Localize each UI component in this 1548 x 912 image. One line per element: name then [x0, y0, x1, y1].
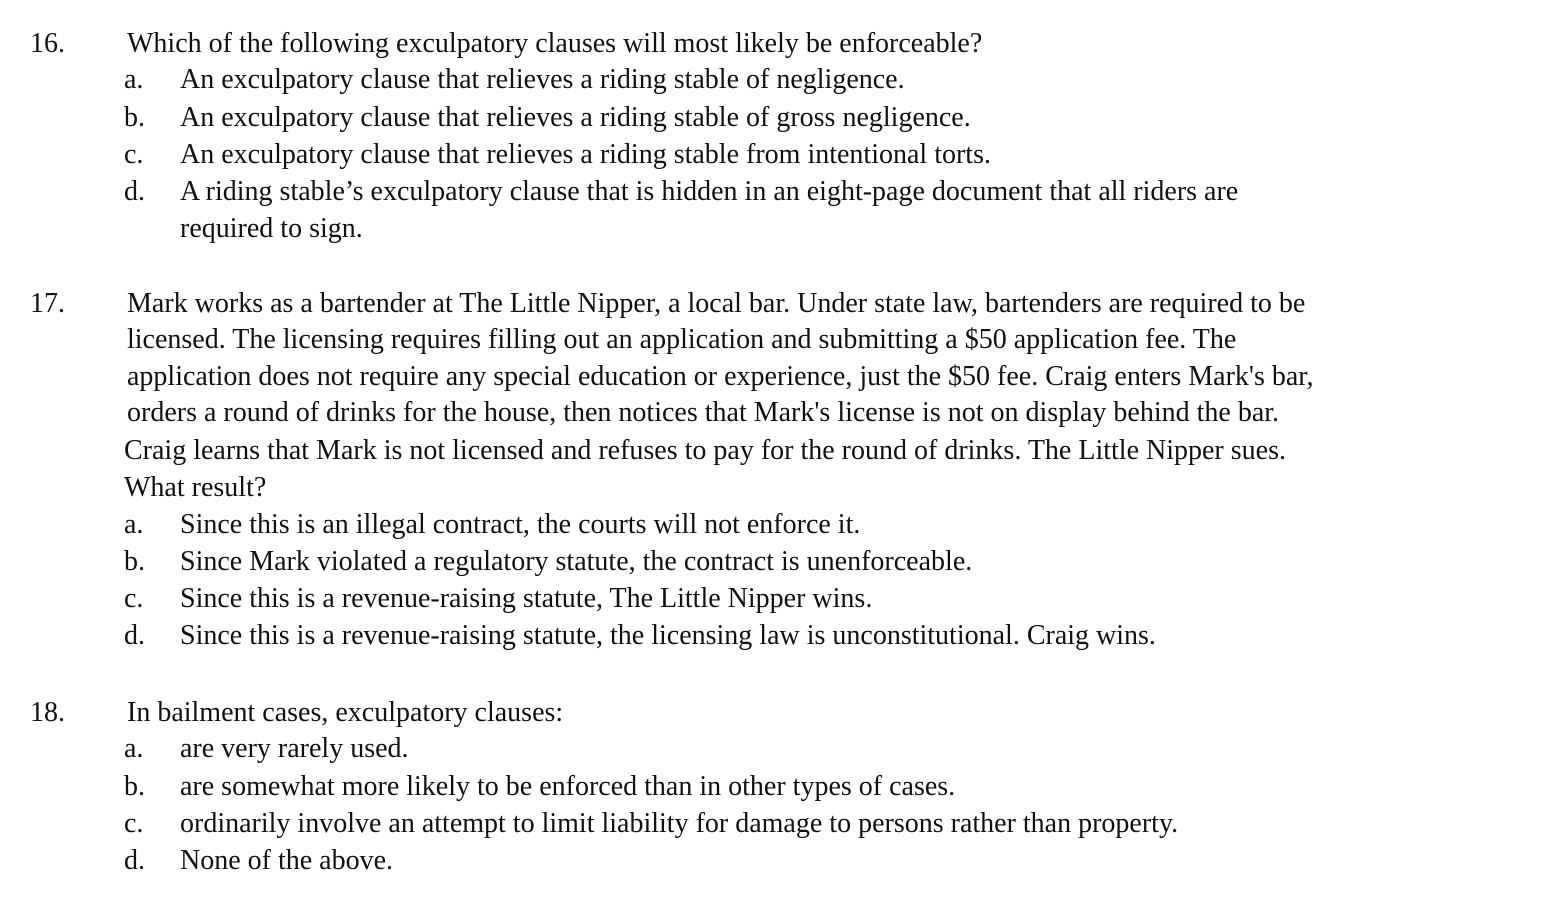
- option-text: Since this is a revenue-raising statute, The Little Nipper wins.: [180, 583, 873, 614]
- option-letter: d.: [124, 620, 145, 651]
- option-letter: a.: [124, 64, 144, 95]
- option-text: Since Mark violated a regulatory statute, the contract is unenforceable.: [180, 546, 973, 577]
- option-text: are somewhat more likely to be enforced than in other types of cases.: [180, 771, 956, 802]
- option-letter: b.: [124, 771, 145, 802]
- option-text: Since this is an illegal contract, the courts will not enforce it.: [180, 509, 861, 540]
- option-letter: b.: [124, 546, 145, 577]
- option-text: An exculpatory clause that relieves a riding stable of negligence.: [180, 64, 905, 95]
- option-text: An exculpatory clause that relieves a riding stable from intentional torts.: [180, 139, 991, 170]
- question-stem-line: Craig learns that Mark is not licensed and refuses to pay for the round of drinks. The Little Nipper sues.: [124, 435, 1286, 466]
- option-letter: c.: [124, 139, 144, 170]
- option-letter: c.: [124, 583, 144, 614]
- option-letter: a.: [124, 509, 144, 540]
- option-text: are very rarely used.: [180, 733, 409, 764]
- option-text-continued: required to sign.: [180, 213, 363, 244]
- question-number: 17.: [30, 288, 65, 319]
- question-stem-line: Mark works as a bartender at The Little Nipper, a local bar. Under state law, bartenders are required to be: [127, 288, 1306, 319]
- question-number: 16.: [30, 28, 65, 59]
- option-letter: b.: [124, 102, 145, 133]
- option-text: A riding stable’s exculpatory clause that is hidden in an eight-page document that all riders are: [180, 176, 1239, 207]
- option-text: None of the above.: [180, 845, 394, 876]
- question-stem-line: Which of the following exculpatory clauses will most likely be enforceable?: [127, 28, 983, 59]
- option-text: An exculpatory clause that relieves a riding stable of gross negligence.: [180, 102, 971, 133]
- question-stem-line: application does not require any special education or experience, just the $50 fee. Craig enters Mark's bar,: [127, 361, 1314, 392]
- option-letter: d.: [124, 176, 145, 207]
- option-text: Since this is a revenue-raising statute, the licensing law is unconstitutional. Craig wins.: [180, 620, 1156, 651]
- option-letter: c.: [124, 808, 144, 839]
- question-stem-line: orders a round of drinks for the house, then notices that Mark's license is not on display behind the bar.: [127, 397, 1280, 428]
- option-text: ordinarily involve an attempt to limit liability for damage to persons rather than property.: [180, 808, 1179, 839]
- question-stem-line: licensed. The licensing requires filling out an application and submitting a $50 application fee. The: [127, 324, 1237, 355]
- option-letter: a.: [124, 733, 144, 764]
- question-stem-line: In bailment cases, exculpatory clauses:: [127, 697, 564, 728]
- option-letter: d.: [124, 845, 145, 876]
- question-number: 18.: [30, 697, 65, 728]
- question-stem-line: What result?: [124, 472, 267, 503]
